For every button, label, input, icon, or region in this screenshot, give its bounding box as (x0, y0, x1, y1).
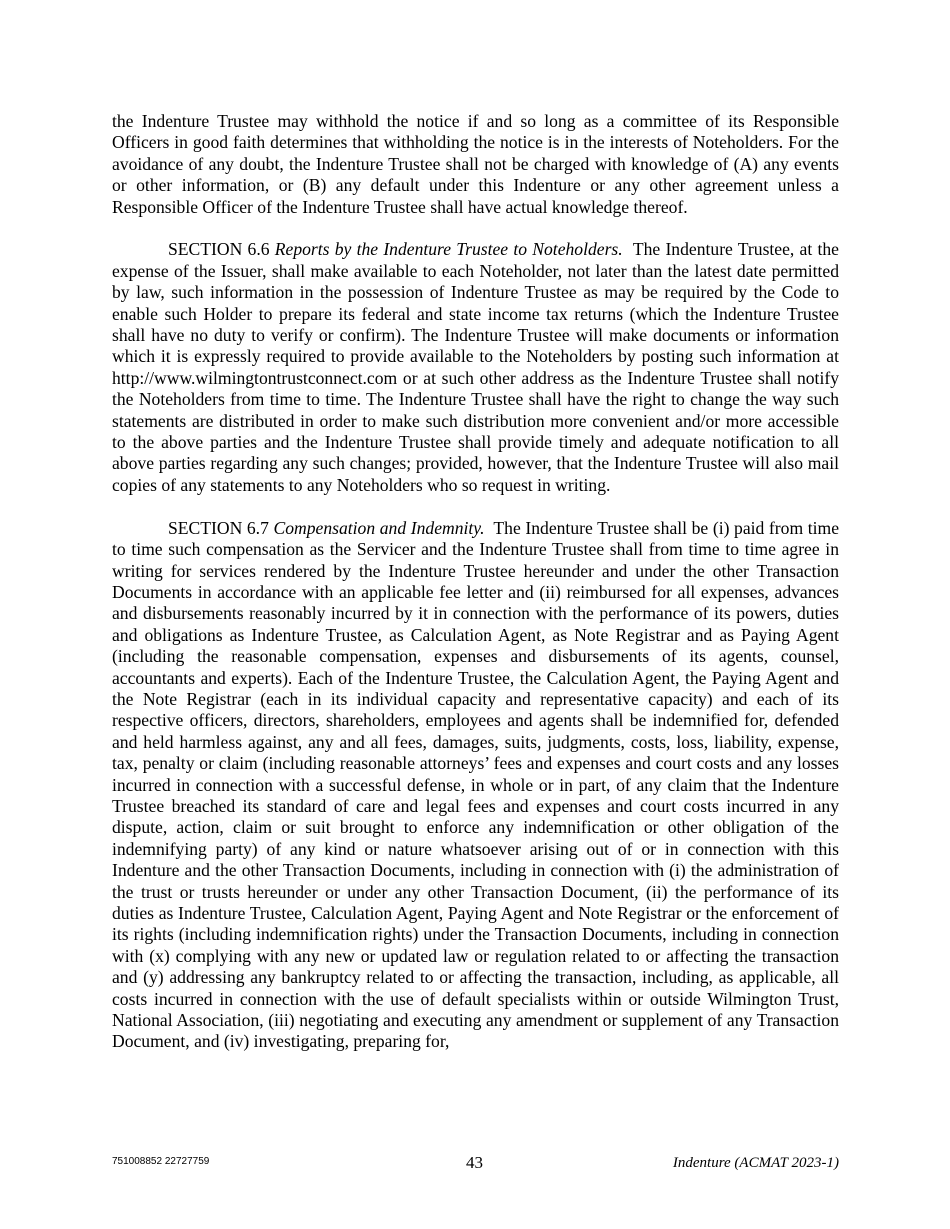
section-title: Reports by the Indenture Trustee to Noteholders. (274, 239, 623, 260)
section-title: Compensation and Indemnity. (273, 517, 485, 538)
paragraph-text: The Indenture Trustee shall be (i) paid from time to time such compensation as the Servicer and the Indenture Trustee shall from time to time agree in writing for services rendered by the Indenture Trustee hereunder and under the other Transaction Documents in accordance with an applicable fee letter and (ii) reimbursed for all expenses, advances and disbursements reasonably incurred by it in connection with the performance of its powers, duties and obligations as Indenture Trustee, as Calculation Agent, as Note Registrar and as Paying Agent (including the reasonable compensation, expenses and disbursements of its agents, counsel, accountants and experts). Each of the Indenture Trustee, the Calculation Agent, the Paying Agent and the Note Registrar (each in its individual capacity and representative capacity) and each of its respective officers, directors, shareholders, employees and agents shall be indemnified for, defended and held harmless against, any and all fees, damages, suits, judgments, costs, loss, liability, expense, tax, penalty or claim (including reasonable attorneys’ fees and expenses and court costs and any losses incurred in connection with a successful defense, in whole or in part, of any claim that the Indenture Trustee breached its standard of care and legal fees and expenses and court costs incurred in any dispute, action, claim or suit brought to enforce any indemnification or other obligation of the indemnifying party) of any kind or nature whatsoever arising out of or in connection with this Indenture and the other Transaction Documents, including in connection with (i) the administration of the trust or trusts hereunder or under any other Transaction Document, (ii) the performance of its duties as Indenture Trustee, Calculation Agent, Paying Agent and Note Registrar or the enforcement of its rights (including indemnification rights) under the Transaction Documents, including in connection with (x) complying with any new or updated law or regulation related to or affecting the transaction and (y) addressing any bankruptcy related to or affecting the transaction, including, as applicable, all costs incurred in connection with the use of default specialists within or outside Wilmington Trust, National Association, (iii) negotiating and executing any amendment or supplement of any Transaction Document, and (iv) investigating, preparing for, (112, 517, 840, 1052)
paragraph-text: the Indenture Trustee may withhold the notice if and so long as a committee of its Responsible Officers in good faith determines that withholding the notice is in the interests of Noteholders. For the avoidance of any doubt, the Indenture Trustee shall not be charged with knowledge of (A) any events or other information, or (B) any default under this Indenture or any other agreement unless a Responsible Officer of the Indenture Trustee shall have actual knowledge thereof. (112, 111, 839, 217)
footer-document-title: Indenture (ACMAT 2023-1) (672, 1155, 839, 1171)
footer-document-id: 751008852 22727759 (112, 1156, 210, 1167)
footer-page-number: 43 (466, 1153, 483, 1172)
paragraph-continuation (112, 111, 839, 218)
section-6-7-paragraph (112, 518, 839, 1053)
section-6-6-paragraph (112, 239, 839, 496)
paragraph-text: The Indenture Trustee, at the expense of the Issuer, shall make available to each Noteholder, not later than the latest date permitted by law, such information in the possession of Indenture Trustee as may be required by the Code to enable such Holder to prepare its federal and state income tax returns (which the Indenture Trustee shall have no duty to verify or confirm). The Indenture Trustee will make documents or information which it is expressly required to provide available to the Noteholders by posting such information at http://www.wilmingtontrustconnect.com or at such other address as the Indenture Trustee shall notify the Noteholders from time to time. The Indenture Trustee shall have the right to change the way such statements are distributed in order to make such distribution more convenient and/or more accessible to the above parties and the Indenture Trustee shall provide timely and adequate notification to all above parties regarding any such changes; provided, however, that the Indenture Trustee will also mail copies of any statements to any Noteholders who so request in writing. (112, 239, 839, 495)
section-number: SECTION 6.7 (168, 517, 269, 538)
section-number: SECTION 6.6 (168, 239, 270, 260)
document-body (112, 111, 839, 1074)
